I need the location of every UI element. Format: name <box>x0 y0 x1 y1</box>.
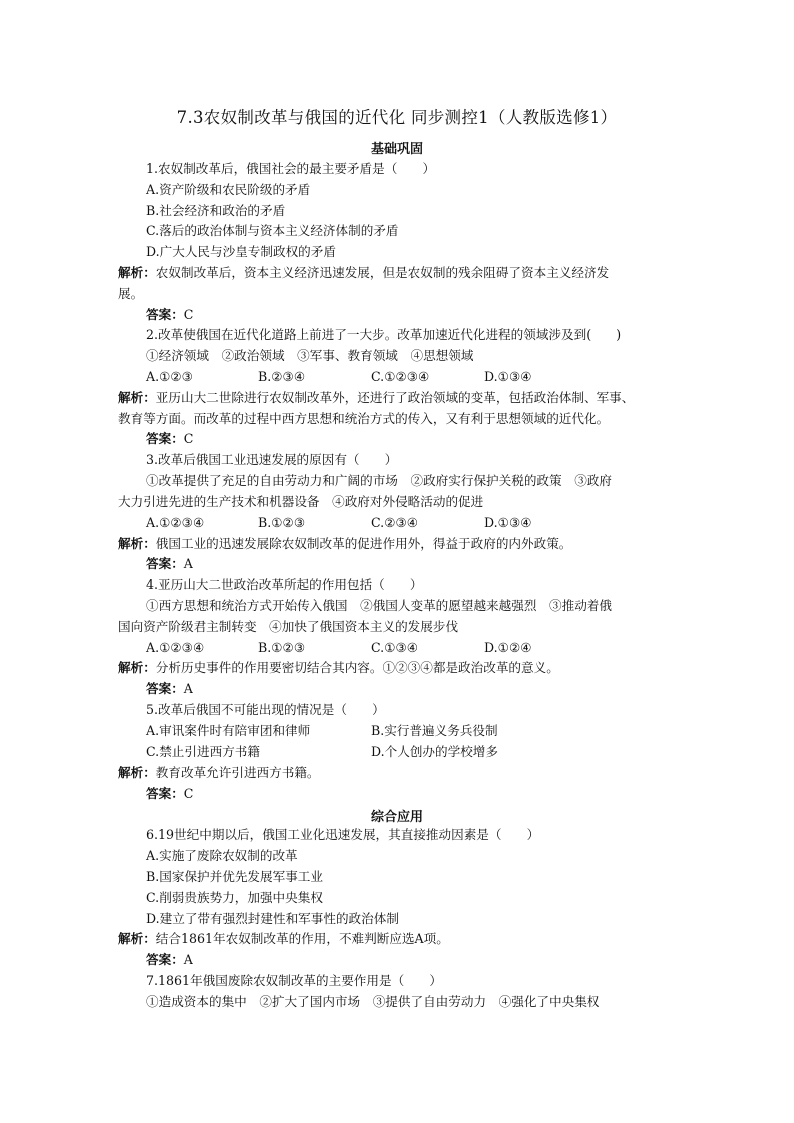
question-4-stem: 4.亚历山大二世政治改革所起的作用包括（ ） <box>146 577 423 592</box>
question-6-option-a: A.实施了废除农奴制的改革 <box>146 848 298 863</box>
answer-label: 答案： <box>146 681 184 696</box>
answer-value: C <box>183 786 194 801</box>
section-heading-applied: 综合应用 <box>370 810 423 825</box>
question-6-analysis <box>118 930 449 948</box>
question-1-option-c: C.落后的政治体制与资本主义经济体制的矛盾 <box>146 223 399 238</box>
question-3-option-c: C.②③④ <box>371 515 419 530</box>
analysis-text: 分析历史事件的作用要密切结合其内容。①②③④都是政治改革的意义。 <box>155 660 559 675</box>
question-5-option-c: C.禁止引进西方书籍 <box>146 744 260 759</box>
question-3-answer <box>146 555 193 573</box>
question-4-items-cont: 国向资产阶级君主制转变 ④加快了俄国资本主义的发展步伐 <box>118 619 459 634</box>
answer-label: 答案： <box>146 786 184 801</box>
question-2-analysis-cont: 教育等方面。而改革的过程中西方思想和统治方式的传入，又有利于思想领域的近代化。 <box>118 411 610 426</box>
question-6-answer <box>146 951 193 969</box>
question-6-option-c: C.削弱贵族势力，加强中央集权 <box>146 890 323 905</box>
section-heading-basic: 基础巩固 <box>370 142 423 157</box>
question-4-option-b: B.①②③ <box>258 640 306 655</box>
question-3-option-a: A.①②③④ <box>146 515 205 530</box>
question-1-option-a: A.资产阶级和农民阶级的矛盾 <box>146 182 311 197</box>
answer-label: 答案： <box>146 556 184 571</box>
analysis-text: 亚历山大二世除进行农奴制改革外，还进行了政治领域的变革，包括政治体制、军事、 <box>155 390 635 405</box>
question-5-stem: 5.改革后俄国不可能出现的情况是（ ） <box>146 702 385 717</box>
question-6-option-d: D.建立了带有强烈封建性和军事性的政治体制 <box>146 911 399 926</box>
question-1-stem: 1.农奴制改革后，俄国社会的最主要矛盾是（ ） <box>146 161 436 176</box>
question-1-answer <box>146 306 193 324</box>
analysis-label: 解析： <box>118 931 156 946</box>
question-2-option-b: B.②③④ <box>258 369 306 384</box>
answer-value: A <box>183 681 193 696</box>
answer-value: C <box>183 307 194 322</box>
answer-value: C <box>183 431 194 446</box>
question-2-option-d: D.①③④ <box>484 369 532 384</box>
question-3-analysis <box>118 535 571 553</box>
question-1-analysis-cont: 展。 <box>118 286 144 301</box>
question-7-stem: 7.1861年俄国废除农奴制改革的主要作用是（ ） <box>146 973 442 988</box>
question-2-items: ①经济领域 ②政治领域 ③军事、教育领域 ④思想领域 <box>146 348 474 363</box>
question-4-option-d: D.①②④ <box>484 640 532 655</box>
analysis-label: 解析： <box>118 390 156 405</box>
analysis-label: 解析： <box>118 660 156 675</box>
question-5-analysis <box>118 764 320 782</box>
question-5-answer <box>146 785 193 803</box>
question-2-option-a: A.①②③ <box>146 369 193 384</box>
answer-value: A <box>183 556 193 571</box>
analysis-text: 俄国工业的迅速发展除农奴制改革的促进作用外，得益于政府的内外政策。 <box>155 536 572 551</box>
question-3-items-cont: 大力引进先进的生产技术和机器设备 ④政府对外侵略活动的促进 <box>118 494 484 509</box>
answer-label: 答案： <box>146 952 184 967</box>
question-6-stem: 6.19世纪中期以后，俄国工业化迅速发展，其直接推动因素是（ ） <box>146 827 540 842</box>
analysis-text: 结合1861年农奴制改革的作用，不难判断应选A项。 <box>155 931 449 946</box>
question-4-option-a: A.①②③④ <box>146 640 205 655</box>
analysis-label: 解析： <box>118 765 156 780</box>
analysis-label: 解析： <box>118 536 156 551</box>
question-2-option-c: C.①②③④ <box>371 369 430 384</box>
question-4-analysis <box>118 659 559 677</box>
question-6-option-b: B.国家保护并优先发展军事工业 <box>146 869 323 884</box>
analysis-text: 教育改革允许引进西方书籍。 <box>155 765 320 780</box>
question-2-analysis <box>118 389 634 407</box>
page-title: 7.3农奴制改革与俄国的近代化 同步测控1（人教版选修1） <box>176 108 618 127</box>
question-1-option-b: B.社会经济和政治的矛盾 <box>146 203 286 218</box>
question-2-stem: 2.改革使俄国在近代化道路上前进了一大步。改革加速近代化进程的领域涉及到( ) <box>146 327 622 342</box>
question-4-items: ①西方思想和统治方式开始传入俄国 ②俄国人变革的愿望越来越强烈 ③推动着俄 <box>146 598 612 613</box>
analysis-label: 解析： <box>118 265 156 280</box>
question-1-option-d: D.广大人民与沙皇专制政权的矛盾 <box>146 244 336 259</box>
question-3-items: ①改革提供了充足的自由劳动力和广阔的市场 ②政府实行保护关税的政策 ③政府 <box>146 473 612 488</box>
analysis-text: 农奴制改革后，资本主义经济迅速发展，但是农奴制的残余阻碍了资本主义经济发 <box>155 265 610 280</box>
answer-label: 答案： <box>146 431 184 446</box>
question-3-stem: 3.改革后俄国工业迅速发展的原因有（ ） <box>146 452 398 467</box>
question-3-option-d: D.①③④ <box>484 515 532 530</box>
question-5-option-a: A.审讯案件时有陪审团和律师 <box>146 723 311 738</box>
question-5-option-d: D.个人创办的学校增多 <box>371 744 498 759</box>
question-2-answer <box>146 430 193 448</box>
question-5-option-b: B.实行普遍义务兵役制 <box>371 723 498 738</box>
question-4-option-c: C.①③④ <box>371 640 419 655</box>
question-1-analysis <box>118 264 609 282</box>
answer-label: 答案： <box>146 307 184 322</box>
question-3-option-b: B.①②③ <box>258 515 306 530</box>
question-4-answer <box>146 680 193 698</box>
answer-value: A <box>183 952 193 967</box>
question-7-items: ①造成资本的集中 ②扩大了国内市场 ③提供了自由劳动力 ④强化了中央集权 <box>146 994 600 1009</box>
